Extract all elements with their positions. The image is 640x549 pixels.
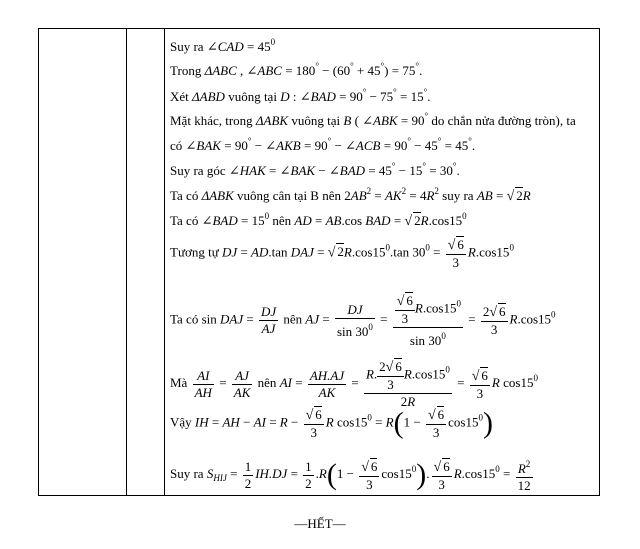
line-6: Suy ra góc ∠HAK = ∠BAK − ∠BAD = 45° − 15° = 30°. (170, 161, 460, 178)
line-10: Ta có sin DAJ = $\frac{DJ}{AJ}$ nên AJ = $\frac{DJ}{\sin 30^0}$ = $\frac{√ 6}{3}$ $R.\cos 15^0$ $\sin 30^0$ = $\frac{2√ 6}{3}$ $R.\cos 15^0$ (170, 293, 556, 348)
line-12: Vậy IH = AH − AI = R − $\frac{√ 6}{3}$ R $\cos 15^0 = R(1$ − $\frac{√ 6}{3}$ $\cos 15^0$) (170, 406, 493, 440)
line-11: Mà $\frac{AI}{AH}$ = $\frac{AJ}{AK}$ nên AI = $\frac{AH.AJ}{AK}$ = R. $\frac{2√ 6}{3}$ $R.\cos 15^0$ 2R = $\frac{√ 6}{3}$ R $\cos 15^0$ (170, 359, 538, 409)
end-marker: —HẾT— (294, 516, 346, 531)
column-divider-2 (164, 29, 165, 495)
line-4: Mặt khác, trong ΔABK vuông tại B ( ∠ABK = 90° do chắn nửa đường tròn), ta (170, 111, 576, 128)
line-2: Trong ΔABC , ∠ABC = 180° − (60° + 45°) = 75°. (170, 61, 423, 78)
line-7: Ta có ΔABK vuông cân tại B nên $2AB^2 = AK^2 = 4R^2$ suy ra AB = √ 2R (170, 186, 531, 204)
line-5: có ∠BAK = 90° − ∠AKB = 90° − ∠ACB = 90° − 45° = 45°. (170, 136, 476, 153)
line-9: Tương tự DJ = AD.tan DAJ = √ $2R.\cos 15^0.\tan$ $30^0$ = $\frac{√ 6}{3}$ $R.\cos 15^0$ (170, 237, 514, 270)
line-1: Suy ra ∠CAD = $45^0$ (170, 37, 276, 54)
line-8: Ta có ∠BAD = $15^0$ nên AD = AB.cos BAD = √ $2R.\cos 15^0$ (170, 211, 467, 229)
line-3: Xét ΔABD vuông tại D : ∠BAD = 90° − 75° = 15°. (170, 87, 431, 104)
line-13: Suy ra $S_{HIJ}$ = $\frac{1}{2}$ IH.DJ = $\frac{1}{2}$ .R(1 − $\frac{√ 6}{3}$ $\cos 15^0$). $\frac{√ 6}{3}$ $R.\cos 15^0$ = $\frac{R^2}{12}$ (170, 458, 531, 493)
column-divider-1 (126, 29, 127, 495)
